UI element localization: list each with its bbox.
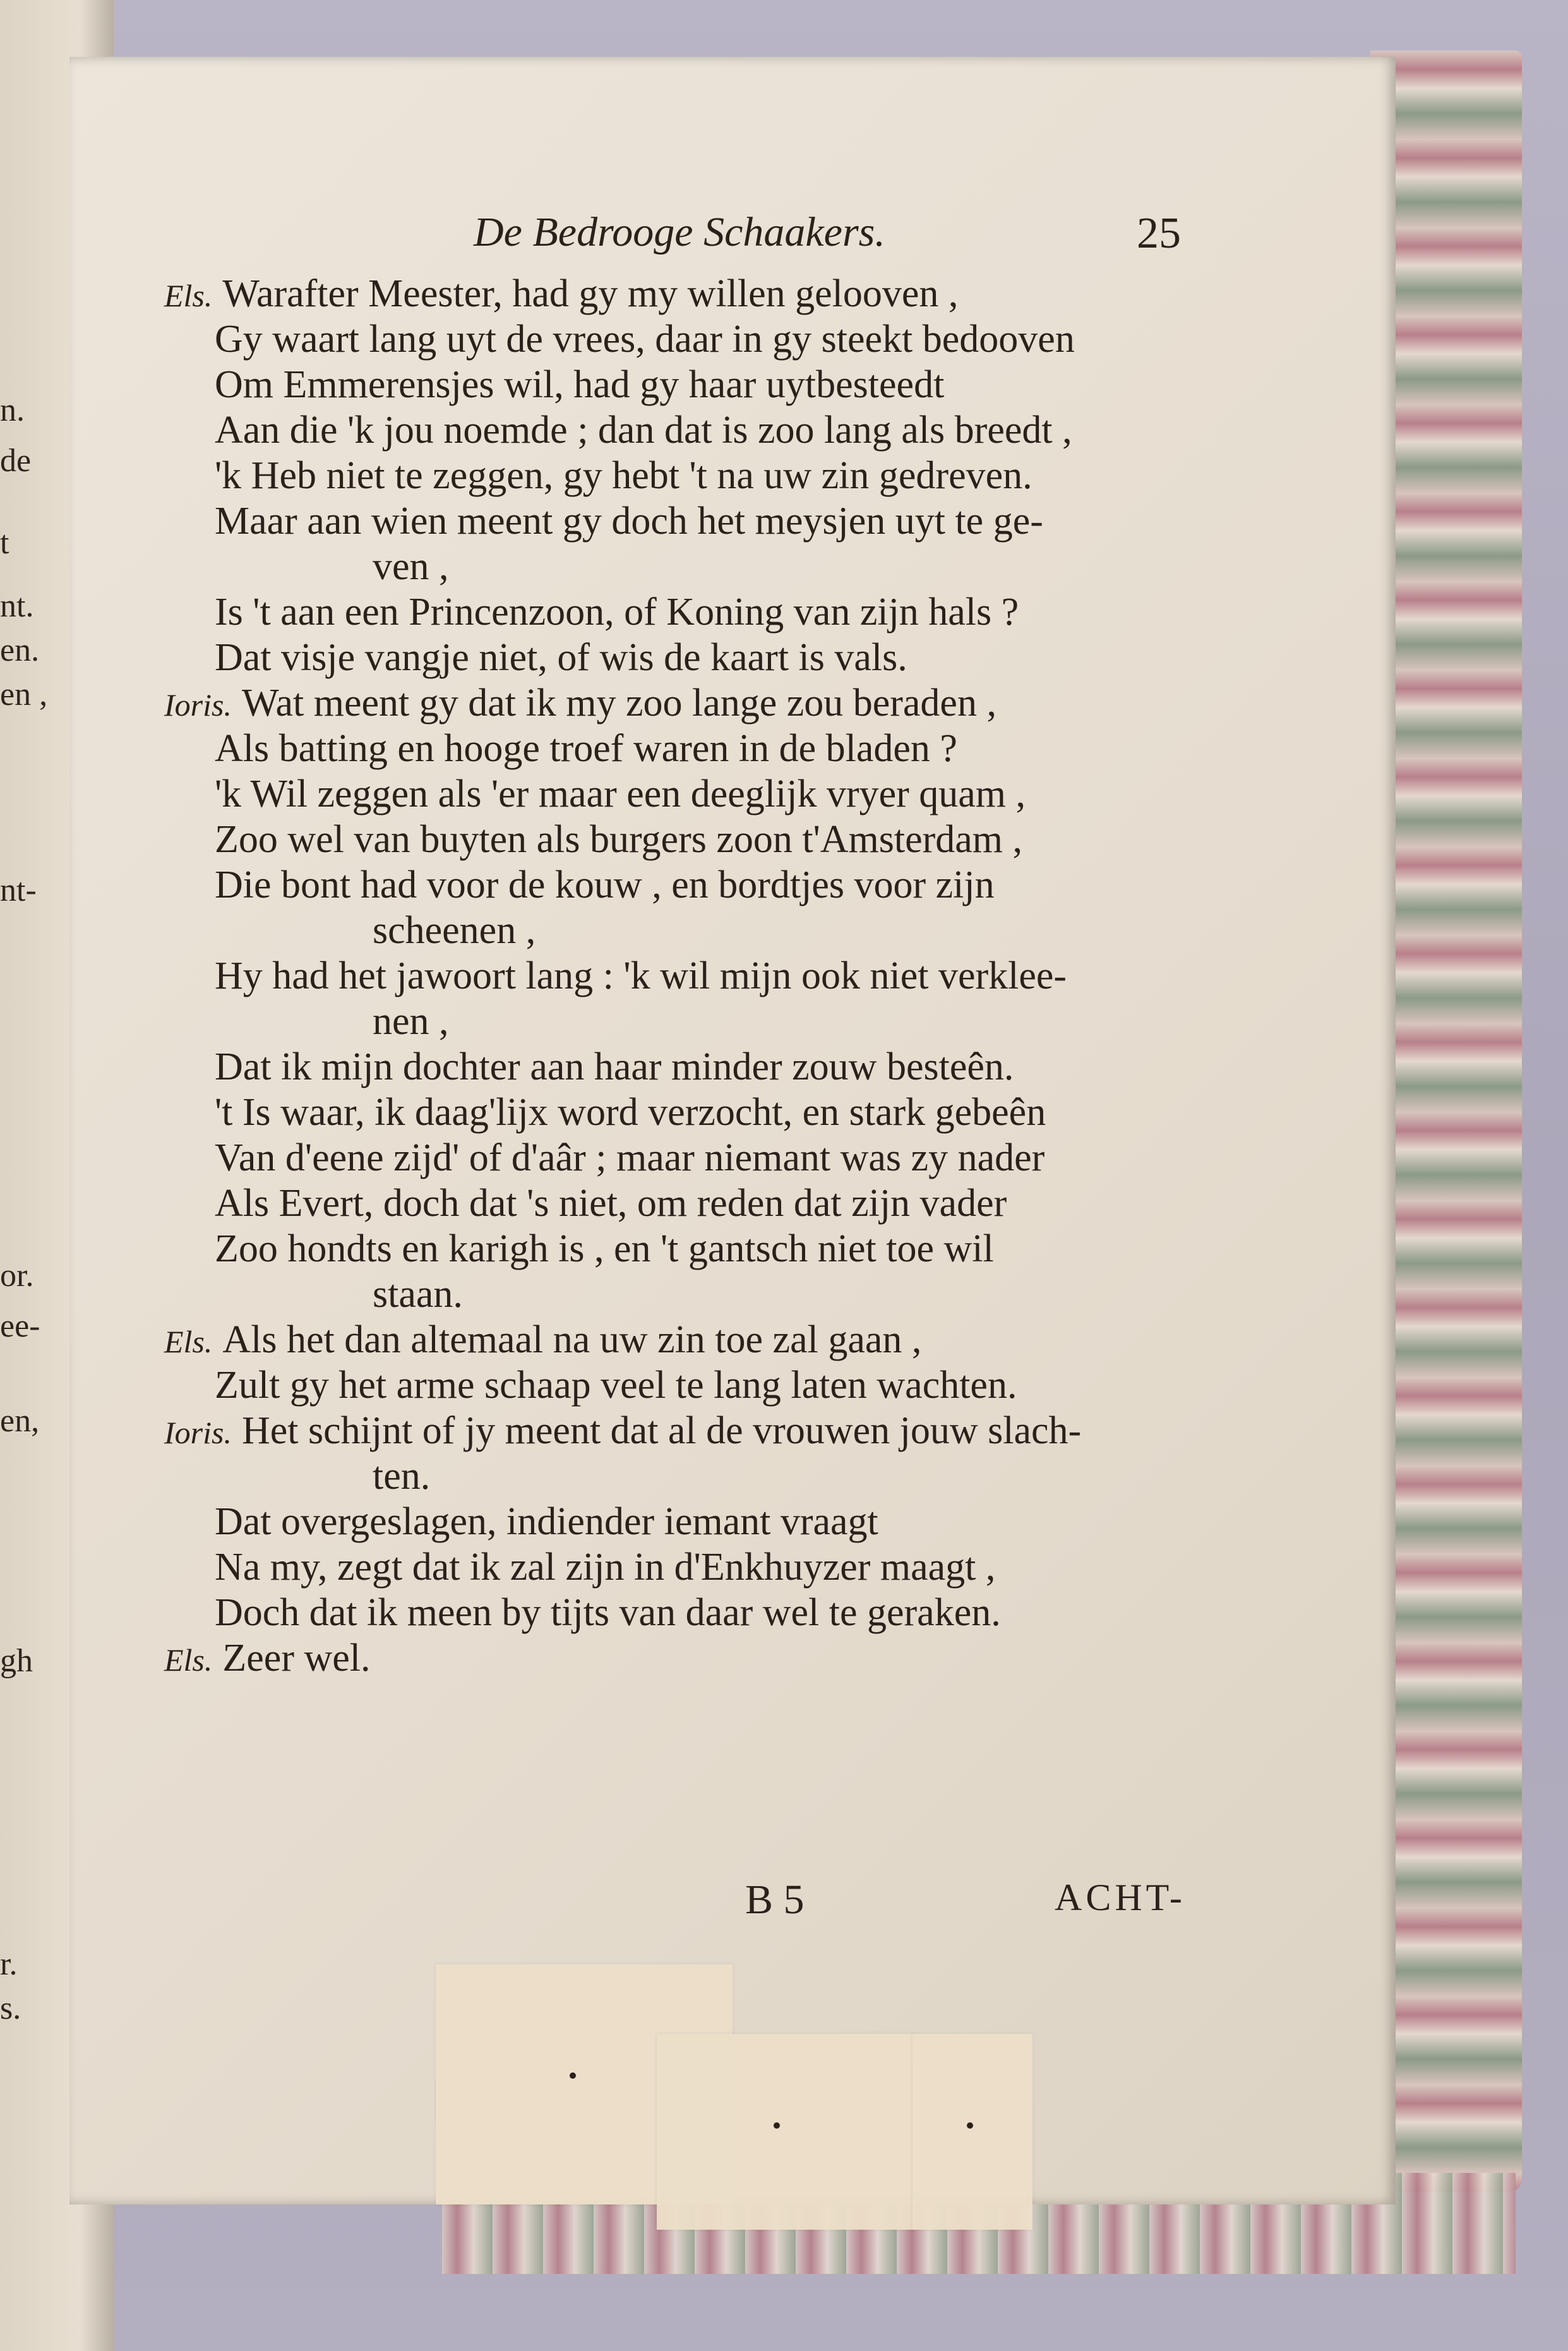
speaker-label: Ioris.	[164, 687, 232, 723]
speaker-label: Ioris.	[164, 1415, 232, 1450]
verse-line	[215, 1545, 995, 1590]
line-text: staan.	[373, 1273, 463, 1316]
verse-line	[164, 681, 996, 726]
line-text: Maar aan wien meent gy doch het meysjen uyt te ge-	[215, 500, 1043, 543]
left-fragment: s.	[0, 1990, 21, 2026]
signature-mark: B 5	[745, 1877, 805, 1923]
verse-line	[215, 1500, 878, 1545]
line-text: Is 't aan een Princenzoon, of Koning van zijn hals ?	[215, 591, 1019, 634]
line-text: ten.	[373, 1455, 431, 1498]
redaction-patch	[913, 2034, 1032, 2230]
verse-line	[373, 544, 449, 590]
verse-line	[373, 908, 536, 954]
line-text: Doch dat ik meen by tijts van daar wel te geraken.	[215, 1591, 1001, 1634]
line-text: 'k Wil zeggen als 'er maar een deeglijk vryer quam ,	[215, 773, 1026, 815]
verse-line	[215, 726, 957, 772]
verse-line	[373, 1272, 463, 1318]
line-text: Aan die 'k jou noemde ; dan dat is zoo lang als breedt ,	[215, 409, 1072, 452]
verse-line	[215, 954, 1067, 999]
left-fragment: en,	[0, 1403, 40, 1439]
line-text: 't Is waar, ik daag'lijx word verzocht, en stark gebeên	[215, 1091, 1046, 1134]
left-fragment: ee-	[0, 1308, 40, 1344]
left-fragment: n.	[0, 392, 25, 428]
line-text: scheenen ,	[373, 909, 536, 952]
line-text: Zoo hondts en karigh is , en 't gantsch niet toe wil	[215, 1227, 994, 1270]
line-text: Wat meent gy dat ik my zoo lange zou beraden ,	[241, 682, 996, 725]
verse-line	[164, 1409, 1081, 1454]
book-page	[69, 57, 1396, 2204]
verse-line	[215, 863, 995, 908]
speaker-label: Els.	[164, 1324, 213, 1359]
line-text: Zoo wel van buyten als burgers zoon t'Amsterdam ,	[215, 818, 1023, 861]
verse-line	[215, 317, 1075, 363]
speaker-label: Els.	[164, 1642, 213, 1678]
catchword: ACHT-	[1055, 1877, 1186, 1918]
line-text: Hy had het jawoort lang : 'k wil mijn ook niet verklee-	[215, 954, 1067, 997]
verse-line	[164, 272, 958, 317]
page-number: 25	[1137, 209, 1181, 258]
line-text: Zeer wel.	[222, 1637, 371, 1680]
left-fragment: en.	[0, 632, 40, 668]
line-text: 'k Heb niet te zeggen, gy hebt 't na uw zin gedreven.	[215, 454, 1032, 497]
line-text: Als Evert, doch dat 's niet, om reden dat zijn vader	[215, 1182, 1007, 1225]
line-text: Na my, zegt dat ik zal zijn in d'Enkhuyzer maagt ,	[215, 1546, 996, 1589]
verse-line	[215, 635, 907, 681]
line-text: Die bont had voor de kouw , en bordtjes voor zijn	[215, 863, 995, 906]
line-text: Het schijnt of jy meent dat al de vrouwen jouw slach-	[241, 1409, 1082, 1452]
verse-line	[215, 1181, 1007, 1227]
line-text: Dat ik mijn dochter aan haar minder zouw besteên.	[215, 1045, 1014, 1088]
left-fragment: or.	[0, 1258, 34, 1294]
verse-line	[164, 1318, 921, 1363]
verse-line	[215, 363, 944, 408]
verse-line	[215, 772, 1026, 817]
line-text: nen ,	[373, 1000, 449, 1043]
line-text: Dat overgeslagen, indiender iemant vraagt	[215, 1500, 878, 1543]
line-text: Als batting en hooge troef waren in de bladen ?	[215, 727, 957, 770]
left-fragment: nt.	[0, 588, 34, 624]
running-title: De Bedrooge Schaakers.	[474, 209, 885, 255]
left-fragment: gh	[0, 1643, 33, 1679]
verse-line	[215, 454, 1032, 499]
verse-line	[215, 499, 1043, 544]
verse-line	[215, 1363, 1017, 1409]
line-text: Gy waart lang uyt de vrees, daar in gy steekt bedooven	[215, 318, 1075, 361]
redaction-patch	[657, 2034, 916, 2230]
verse-line	[215, 1227, 994, 1272]
verse-line	[215, 408, 1072, 454]
verse-line	[164, 1636, 370, 1681]
verse-line	[215, 1136, 1044, 1181]
left-fragment: r.	[0, 1946, 18, 1982]
verse-line	[215, 1090, 1046, 1136]
verse-line	[215, 590, 1019, 635]
left-fragment: de	[0, 443, 32, 479]
verse-line	[373, 999, 449, 1045]
line-text: Dat visje vangje niet, of wis de kaart is vals.	[215, 636, 907, 679]
speaker-label: Els.	[164, 278, 213, 313]
left-fragment: en ,	[0, 676, 48, 713]
left-fragment: nt-	[0, 872, 37, 908]
line-text: Zult gy het arme schaap veel te lang laten wachten.	[215, 1364, 1017, 1407]
line-text: ven ,	[373, 545, 449, 588]
page-footer	[69, 1876, 1396, 1952]
verse-line	[215, 1045, 1014, 1090]
line-text: Warafter Meester, had gy my willen gelooven ,	[222, 272, 959, 315]
verse-line	[215, 1590, 1001, 1636]
line-text: Als het dan altemaal na uw zin toe zal gaan ,	[222, 1318, 922, 1361]
verse-line	[215, 817, 1022, 863]
line-text: Om Emmerensjes wil, had gy haar uytbesteedt	[215, 363, 945, 406]
line-text: Van d'eene zijd' of d'aâr ; maar niemant was zy nader	[215, 1136, 1045, 1179]
verse-line	[373, 1454, 430, 1500]
left-fragment: t	[0, 525, 9, 561]
